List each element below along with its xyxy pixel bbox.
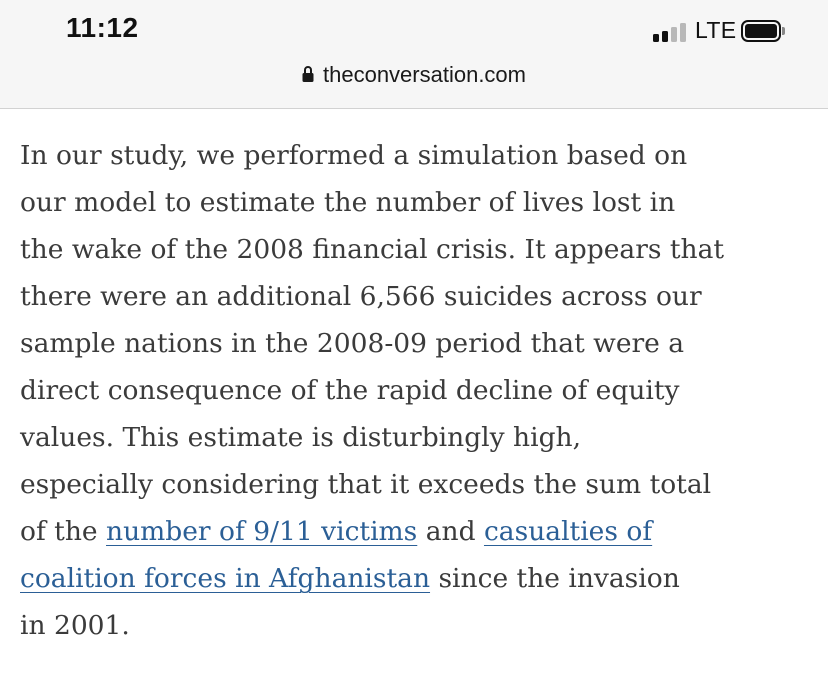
article-line: there were an additional 6,566 suicides across our (20, 281, 702, 312)
article-text: since the invasion (430, 563, 680, 594)
address-bar[interactable] (0, 62, 828, 92)
article-line: direct consequence of the rapid decline of equity (20, 375, 680, 406)
article-line-with-links (20, 508, 820, 555)
signal-bar-2 (662, 31, 668, 42)
article-line: the wake of the 2008 financial crisis. It appears that (20, 234, 725, 265)
battery-icon (741, 20, 785, 44)
article-line: our model to estimate the number of lives lost in (20, 187, 676, 218)
article-line: In our study, we performed a simulation based on (20, 140, 688, 171)
article-line: in 2001. (20, 610, 130, 641)
article-line: especially considering that it exceeds the sum total (20, 469, 712, 500)
signal-bar-1 (653, 34, 659, 42)
article-text: of the (20, 516, 107, 547)
link-911-victims[interactable]: number of 9/11 victims (106, 516, 418, 547)
network-type: LTE (695, 17, 737, 43)
article-body (20, 132, 820, 649)
browser-top-chrome (0, 0, 828, 109)
article-line-with-links (20, 555, 820, 602)
link-coalition-casualties-part2[interactable]: coalition forces in Afghanistan (20, 563, 431, 594)
link-coalition-casualties-part1[interactable]: casualties of (483, 516, 653, 547)
article-line: sample nations in the 2008-09 period that were a (20, 328, 685, 359)
signal-bar-4 (680, 23, 686, 42)
url-text: theconversation.com (323, 62, 526, 87)
article-line: values. This estimate is disturbingly high, (20, 422, 582, 453)
article-text: and (417, 516, 484, 547)
signal-bar-3 (671, 27, 677, 42)
cellular-signal-icon (653, 22, 689, 42)
status-time: 11:12 (66, 12, 139, 43)
lock-icon (302, 65, 314, 83)
status-bar (0, 0, 828, 62)
